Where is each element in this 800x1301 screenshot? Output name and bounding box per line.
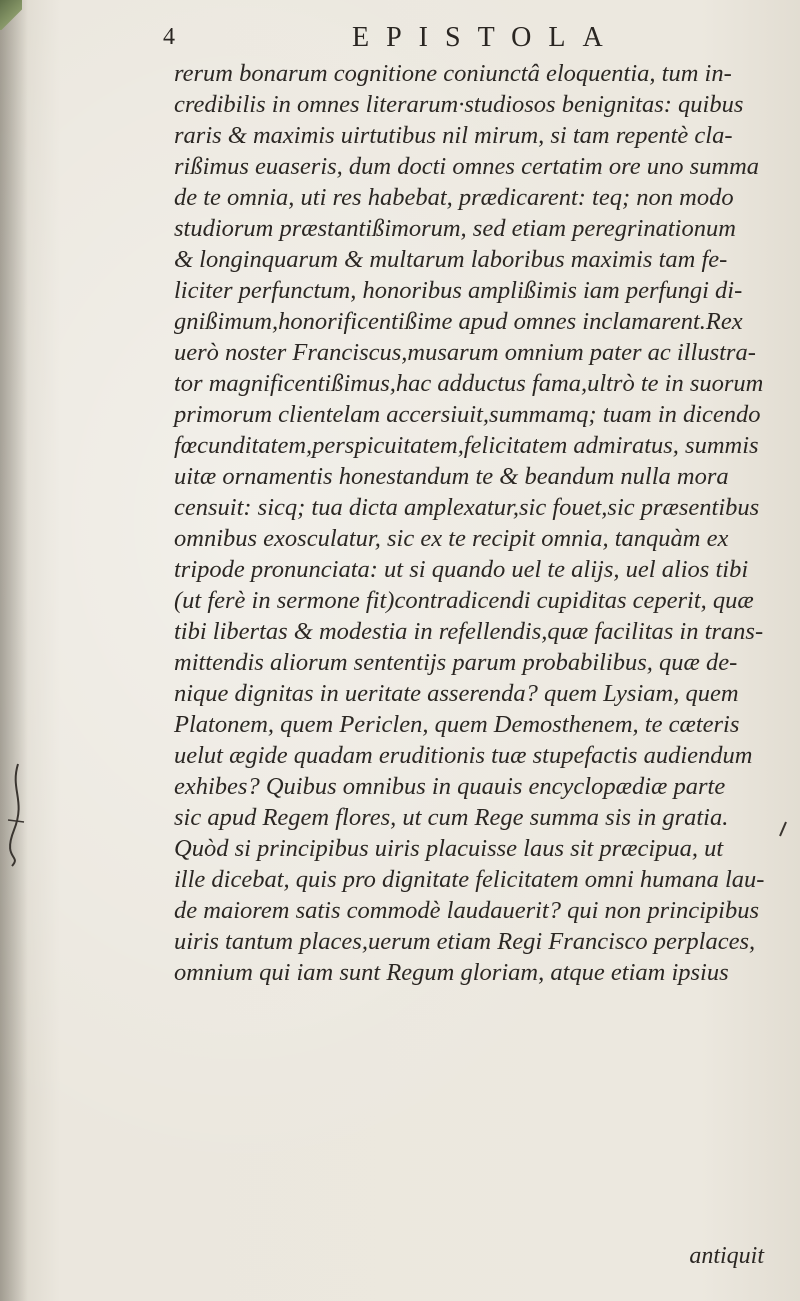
text-line: uerò noster Franciscus,musarum omnium pater ac illustra- bbox=[174, 339, 756, 366]
text-line: gnißimum,honorificentißime apud omnes inclamarent.Rex bbox=[174, 308, 743, 335]
text-line: Quòd si principibus uiris placuisse laus sit præcipua, ut bbox=[174, 835, 724, 862]
margin-annotation-mark bbox=[4, 760, 34, 870]
text-line: de te omnia, uti res habebat, prædicarent: teq; non modo bbox=[174, 184, 734, 211]
text-line: tripode pronunciata: ut si quando uel te alijs, uel alios tibi bbox=[174, 556, 749, 583]
text-line: uelut ægide quadam eruditionis tuæ stupefactis audiendum bbox=[174, 742, 753, 769]
text-line: omnium qui iam sunt Regum gloriam, atque etiam ipsius bbox=[174, 959, 729, 986]
page-number: 4 bbox=[163, 24, 175, 50]
text-line: nique dignitas in ueritate asserenda? quem Lysiam, quem bbox=[174, 680, 739, 707]
catchword: antiquit bbox=[689, 1243, 764, 1269]
text-line: sic apud Regem flores, ut cum Rege summa sis in gratia. bbox=[174, 804, 729, 831]
text-line: uitæ ornamentis honestandum te & beandum nulla mora bbox=[174, 463, 729, 490]
text-line: credibilis in omnes literarum·studiosos benignitas: quibus bbox=[174, 91, 744, 118]
text-line: ille dicebat, quis pro dignitate felicitatem omni humana lau- bbox=[174, 866, 765, 893]
text-line: rerum bonarum cognitione coniunctâ eloquentia, tum in- bbox=[174, 60, 732, 87]
text-line: Platonem, quem Periclen, quem Demosthenem, te cæteris bbox=[174, 711, 740, 738]
corner-stain bbox=[0, 0, 22, 30]
text-line: tibi libertas & modestia in refellendis,quæ facilitas in trans- bbox=[174, 618, 764, 645]
gutter-shadow bbox=[0, 0, 28, 1301]
text-line: & longinquarum & multarum laboribus maximis tam fe- bbox=[174, 246, 728, 273]
text-line: censuit: sicq; tua dicta amplexatur,sic fouet,sic præsentibus bbox=[174, 494, 760, 521]
text-line: exhibes? Quibus omnibus in quauis encyclopædiæ parte bbox=[174, 773, 726, 800]
text-line: rißimus euaseris, dum docti omnes certatim ore uno summa bbox=[174, 153, 760, 180]
margin-tick-mark bbox=[776, 820, 790, 838]
body-text bbox=[174, 58, 774, 988]
text-line: fœcunditatem,perspicuitatem,felicitatem admiratus, summis bbox=[174, 432, 759, 459]
text-line: omnibus exosculatur, sic ex te recipit omnia, tanquàm ex bbox=[174, 525, 729, 552]
running-title: EPISTOLA bbox=[352, 22, 620, 53]
text-line: de maiorem satis commodè laudauerit? qui non principibus bbox=[174, 897, 760, 924]
text-line: uiris tantum places,uerum etiam Regi Francisco perplaces, bbox=[174, 928, 756, 955]
text-line: liciter perfunctum, honoribus amplißimis iam perfungi di- bbox=[174, 277, 743, 304]
text-line: mittendis aliorum sententijs parum probabilibus, quæ de- bbox=[174, 649, 738, 676]
text-line: tor magnificentißimus,hac adductus fama,ultrò te in suorum bbox=[174, 370, 764, 397]
text-line: studiorum præstantißimorum, sed etiam peregrinationum bbox=[174, 215, 736, 242]
text-line: primorum clientelam accersiuit,summamq; tuam in dicendo bbox=[174, 401, 761, 428]
text-line: raris & maximis uirtutibus nil mirum, si tam repentè cla- bbox=[174, 122, 733, 149]
text-line: (ut ferè in sermone fit)contradicendi cupiditas ceperit, quæ bbox=[174, 587, 754, 614]
